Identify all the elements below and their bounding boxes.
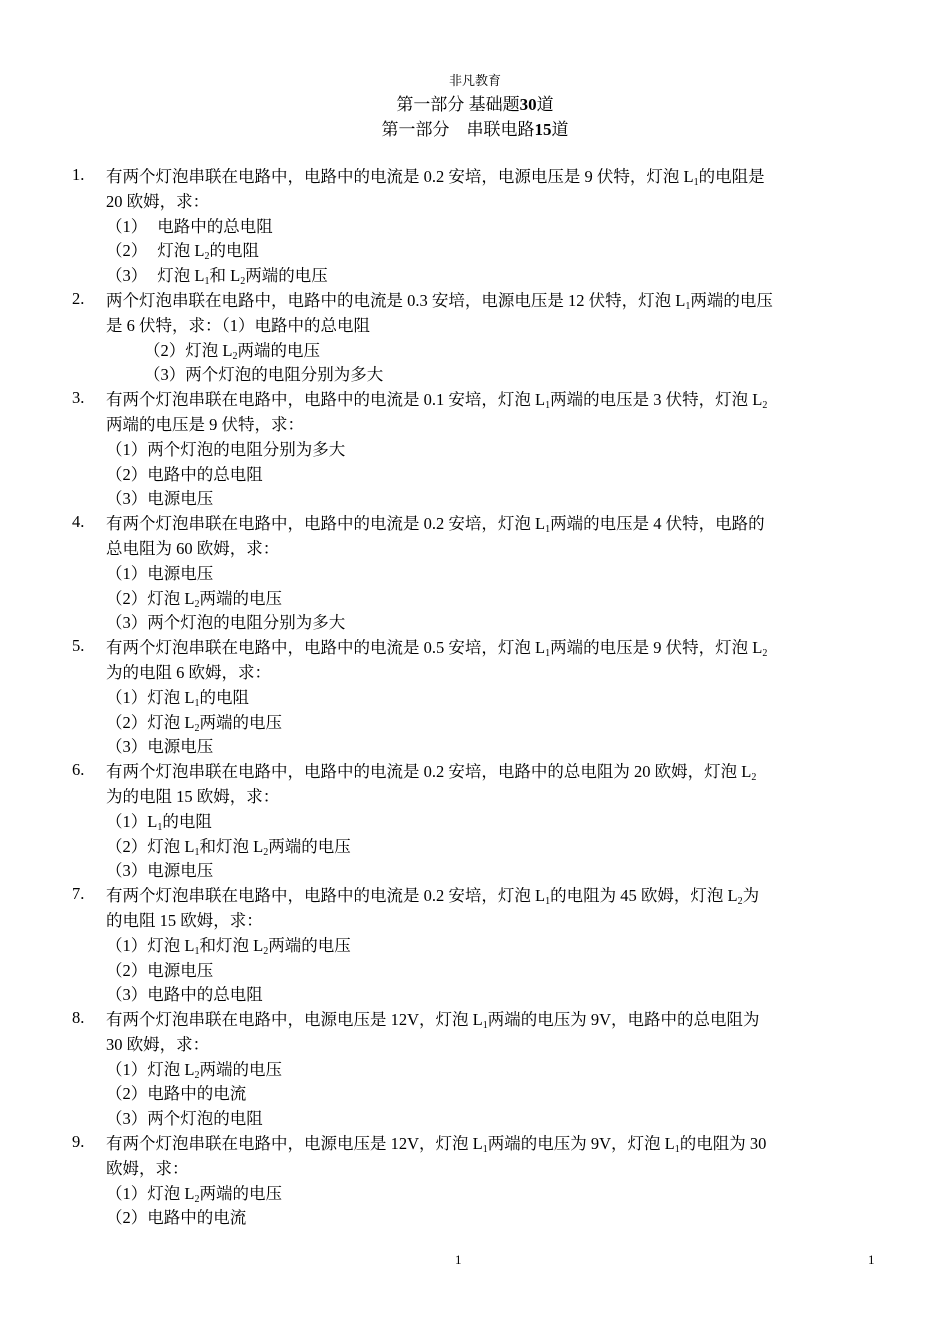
sub-question: [106, 1182, 878, 1207]
sub-text: 和灯泡 L: [199, 935, 264, 955]
stem-text: 的电阻为 45 欧姆，灯泡 L: [550, 886, 738, 906]
sub-label: （1）: [106, 216, 148, 236]
sub-question: [106, 859, 878, 884]
sub-question: [106, 959, 878, 984]
question-stem: [106, 512, 878, 562]
stem-text: 有两个灯泡串联在电路中，电路中的电流是 0.1 安培，灯泡 L: [106, 390, 546, 410]
sub-text: （3）电源电压: [106, 737, 214, 757]
stem-text: 的电阻为 30: [679, 1134, 767, 1154]
subscript: 2: [737, 896, 743, 908]
sub-question: [106, 810, 878, 835]
stem-text: 20 欧姆，求：: [106, 191, 210, 211]
subscript: 1: [194, 846, 200, 858]
question-number: 4.: [72, 512, 85, 532]
stem-text: 两端的电压为 9V，灯泡 L: [487, 1134, 675, 1154]
sub-question: [106, 487, 878, 512]
question-1: [72, 165, 878, 289]
sub-question: [106, 239, 878, 264]
question-6: [72, 760, 878, 884]
sub-text: （2）电源电压: [106, 960, 214, 980]
stem-text: 两端的电压是 4 伏特，电路的: [550, 514, 765, 534]
sub-text: （3）两个灯泡的电阻分别为多大: [144, 365, 384, 385]
stem-text: 欧姆，求：: [106, 1158, 189, 1178]
subscript: 1: [204, 276, 210, 288]
question-3: [72, 388, 878, 512]
sub-text: 和 L: [209, 266, 241, 286]
subscript: 2: [204, 251, 210, 263]
subscript: 1: [545, 524, 551, 536]
subscript: 1: [482, 1020, 488, 1032]
sub-text: （2）灯泡 L: [144, 340, 233, 360]
sub-text: （3）电源电压: [106, 861, 214, 881]
section-title: [0, 90, 950, 115]
sub-question: [106, 934, 878, 959]
subscript: 2: [232, 350, 238, 362]
question-stem: [106, 1008, 878, 1058]
question-number: 8.: [72, 1008, 85, 1028]
subscript: 1: [545, 400, 551, 412]
question-number: 7.: [72, 884, 85, 904]
question-number: 2.: [72, 288, 85, 308]
subscript: 2: [194, 1069, 200, 1081]
sub-text: （3）两个灯泡的电阻: [106, 1109, 263, 1129]
stem-text: 有两个灯泡串联在电路中，电路中的电流是 0.2 安培，灯泡 L: [106, 514, 546, 534]
sub-text: 两端的电压: [199, 1059, 282, 1079]
subscript: 2: [263, 846, 269, 858]
question-stem: [106, 760, 878, 810]
section-title-text: 第一部分 基础题: [396, 95, 520, 114]
sub-question: [106, 562, 878, 587]
subscript: 2: [194, 1193, 200, 1205]
question-number: 9.: [72, 1132, 85, 1152]
sub-text: 两端的电压: [199, 712, 282, 732]
subscript: 2: [194, 598, 200, 610]
sub-question: [106, 1206, 878, 1231]
sub-question: [106, 438, 878, 463]
sub-question: [106, 1107, 878, 1132]
sub-question: [106, 983, 878, 1008]
subscript: 2: [240, 276, 246, 288]
sub-text: （2）灯泡 L: [106, 712, 195, 732]
stem-text: 的电阻是: [698, 167, 765, 186]
sub-question: [106, 1058, 878, 1083]
sub-text: 两端的电压: [199, 1183, 282, 1203]
sub-text: （1）灯泡 L: [106, 1059, 195, 1079]
sub-text: （1）灯泡 L: [106, 687, 195, 707]
question-stem: [106, 165, 878, 215]
sub-question: [144, 363, 878, 388]
sub-text: 两端的电压: [237, 340, 320, 360]
sub-question: [106, 264, 878, 289]
sub-text: （2）灯泡 L: [106, 588, 195, 608]
stem-text: 为的电阻 15 欧姆，求：: [106, 786, 280, 806]
stem-text: 有两个灯泡串联在电路中，电路中的电流是 0.5 安培，灯泡 L: [106, 638, 546, 658]
sub-text: （1）灯泡 L: [106, 1183, 195, 1203]
sub-question: [144, 339, 878, 364]
stem-text: 为: [742, 886, 760, 906]
section-subtitle: [0, 115, 950, 140]
subscript: 2: [194, 722, 200, 734]
sub-text: 两端的电压: [245, 266, 328, 286]
subscript: 1: [482, 1144, 488, 1156]
sub-text: 两端的电压: [268, 836, 351, 856]
stem-text: 两个灯泡串联在电路中，电路中的电流是 0.3 安培，电源电压是 12 伏特，灯泡 L: [106, 290, 686, 310]
sub-question: [106, 215, 878, 240]
sub-question: [106, 735, 878, 760]
subscript: 1: [545, 896, 551, 908]
question-number: 1.: [72, 165, 85, 184]
sub-text: （1）L: [106, 811, 158, 831]
question-5: [72, 636, 878, 760]
subscript: 1: [545, 648, 551, 660]
subscript: 2: [762, 648, 768, 660]
question-7: [72, 884, 878, 1008]
question-2: [72, 289, 878, 388]
section-subtitle-suffix: 道: [551, 120, 569, 139]
page-number-center: 1: [455, 1252, 462, 1267]
subscript: 1: [685, 300, 691, 312]
stem-text: 两端的电压是 9 伏特，求：: [106, 414, 304, 434]
sub-question: [106, 463, 878, 488]
section-title-count: 30: [519, 95, 537, 114]
stem-text: 两端的电压是 9 伏特，灯泡 L: [550, 638, 763, 658]
sub-question: [106, 711, 878, 736]
sub-text: 的电阻: [162, 811, 212, 831]
stem-text: 30 欧姆，求：: [106, 1034, 210, 1054]
sub-text: 两端的电压: [199, 588, 282, 608]
question-stem: [106, 884, 878, 934]
stem-text: 总电阻为 60 欧姆，求：: [106, 538, 280, 558]
stem-text: 两端的电压: [690, 290, 773, 310]
stem-text: 是 6 伏特，求：（1）电路中的总电阻: [106, 315, 370, 335]
sub-text: （2）电路中的总电阻: [106, 464, 263, 484]
sub-text: 的电阻: [209, 241, 259, 261]
sub-text: （2）电路中的电流: [106, 1208, 247, 1228]
subscript: 1: [194, 697, 200, 709]
sub-text: （2）电路中的电流: [106, 1084, 247, 1104]
sub-text: （1）两个灯泡的电阻分别为多大: [106, 439, 346, 459]
sub-text: （1）电源电压: [106, 563, 214, 583]
sub-question: [106, 1082, 878, 1107]
sub-text: 和灯泡 L: [199, 836, 264, 856]
sub-question: [106, 835, 878, 860]
question-stem: [106, 388, 878, 438]
question-stem: [106, 636, 878, 686]
stem-text: 两端的电压是 3 伏特，灯泡 L: [550, 390, 763, 410]
subscript: 2: [762, 400, 768, 412]
question-number: 3.: [72, 388, 85, 408]
sub-text: 两端的电压: [268, 935, 351, 955]
sub-text: （1）灯泡 L: [106, 935, 195, 955]
question-4: [72, 512, 878, 636]
subscript: 2: [751, 772, 757, 784]
sub-text: 灯泡 L: [157, 266, 205, 286]
subscript: 1: [157, 821, 163, 833]
subscript: 2: [263, 945, 269, 957]
sub-question: [106, 587, 878, 612]
sub-text: （3）电路中的总电阻: [106, 985, 263, 1005]
subscript: 1: [693, 177, 699, 188]
stem-text: 有两个灯泡串联在电路中，电路中的电流是 0.2 安培，电路中的总电阻为 20 欧姆，灯泡 L: [106, 762, 752, 782]
question-8: [72, 1008, 878, 1132]
sub-text: 的电阻: [199, 687, 249, 707]
subscript: 1: [674, 1144, 680, 1156]
sub-label: （3）: [106, 266, 148, 286]
sub-question: [106, 686, 878, 711]
question-stem: [106, 289, 878, 339]
question-stem: [106, 1132, 878, 1182]
sub-text: 灯泡 L: [157, 241, 205, 261]
sub-text: （3）两个灯泡的电阻分别为多大: [106, 613, 346, 633]
stem-text: 有两个灯泡串联在电路中，电源电压是 12V，灯泡 L: [106, 1134, 483, 1154]
sub-label: （2）: [106, 241, 148, 261]
question-list: [72, 165, 878, 1231]
stem-text: 为的电阻 6 欧姆，求：: [106, 662, 271, 682]
subscript: 1: [194, 945, 200, 957]
question-number: 6.: [72, 760, 85, 780]
sub-text: （2）灯泡 L: [106, 836, 195, 856]
stem-text: 两端的电压为 9V，电路中的总电阻为: [487, 1010, 760, 1030]
question-9: [72, 1132, 878, 1231]
sub-text: （3）电源电压: [106, 489, 214, 509]
stem-text: 的电阻 15 欧姆，求：: [106, 910, 263, 930]
section-title-suffix: 道: [536, 95, 554, 114]
question-number: 5.: [72, 636, 85, 656]
stem-text: 有两个灯泡串联在电路中，电源电压是 12V，灯泡 L: [106, 1010, 483, 1030]
stem-text: 有两个灯泡串联在电路中，电路中的电流是 0.2 安培，灯泡 L: [106, 886, 546, 906]
section-subtitle-text: 第一部分 串联电路: [381, 120, 535, 139]
sub-text: 电路中的总电阻: [157, 216, 273, 236]
stem-text: 有两个灯泡串联在电路中，电路中的电流是 0.2 安培，电源电压是 9 伏特，灯泡 L: [106, 167, 694, 186]
org-name: 非凡教育: [448, 73, 501, 88]
sub-question: [106, 611, 878, 636]
section-subtitle-count: 15: [534, 120, 552, 139]
page-number-right: 1: [868, 1252, 875, 1267]
